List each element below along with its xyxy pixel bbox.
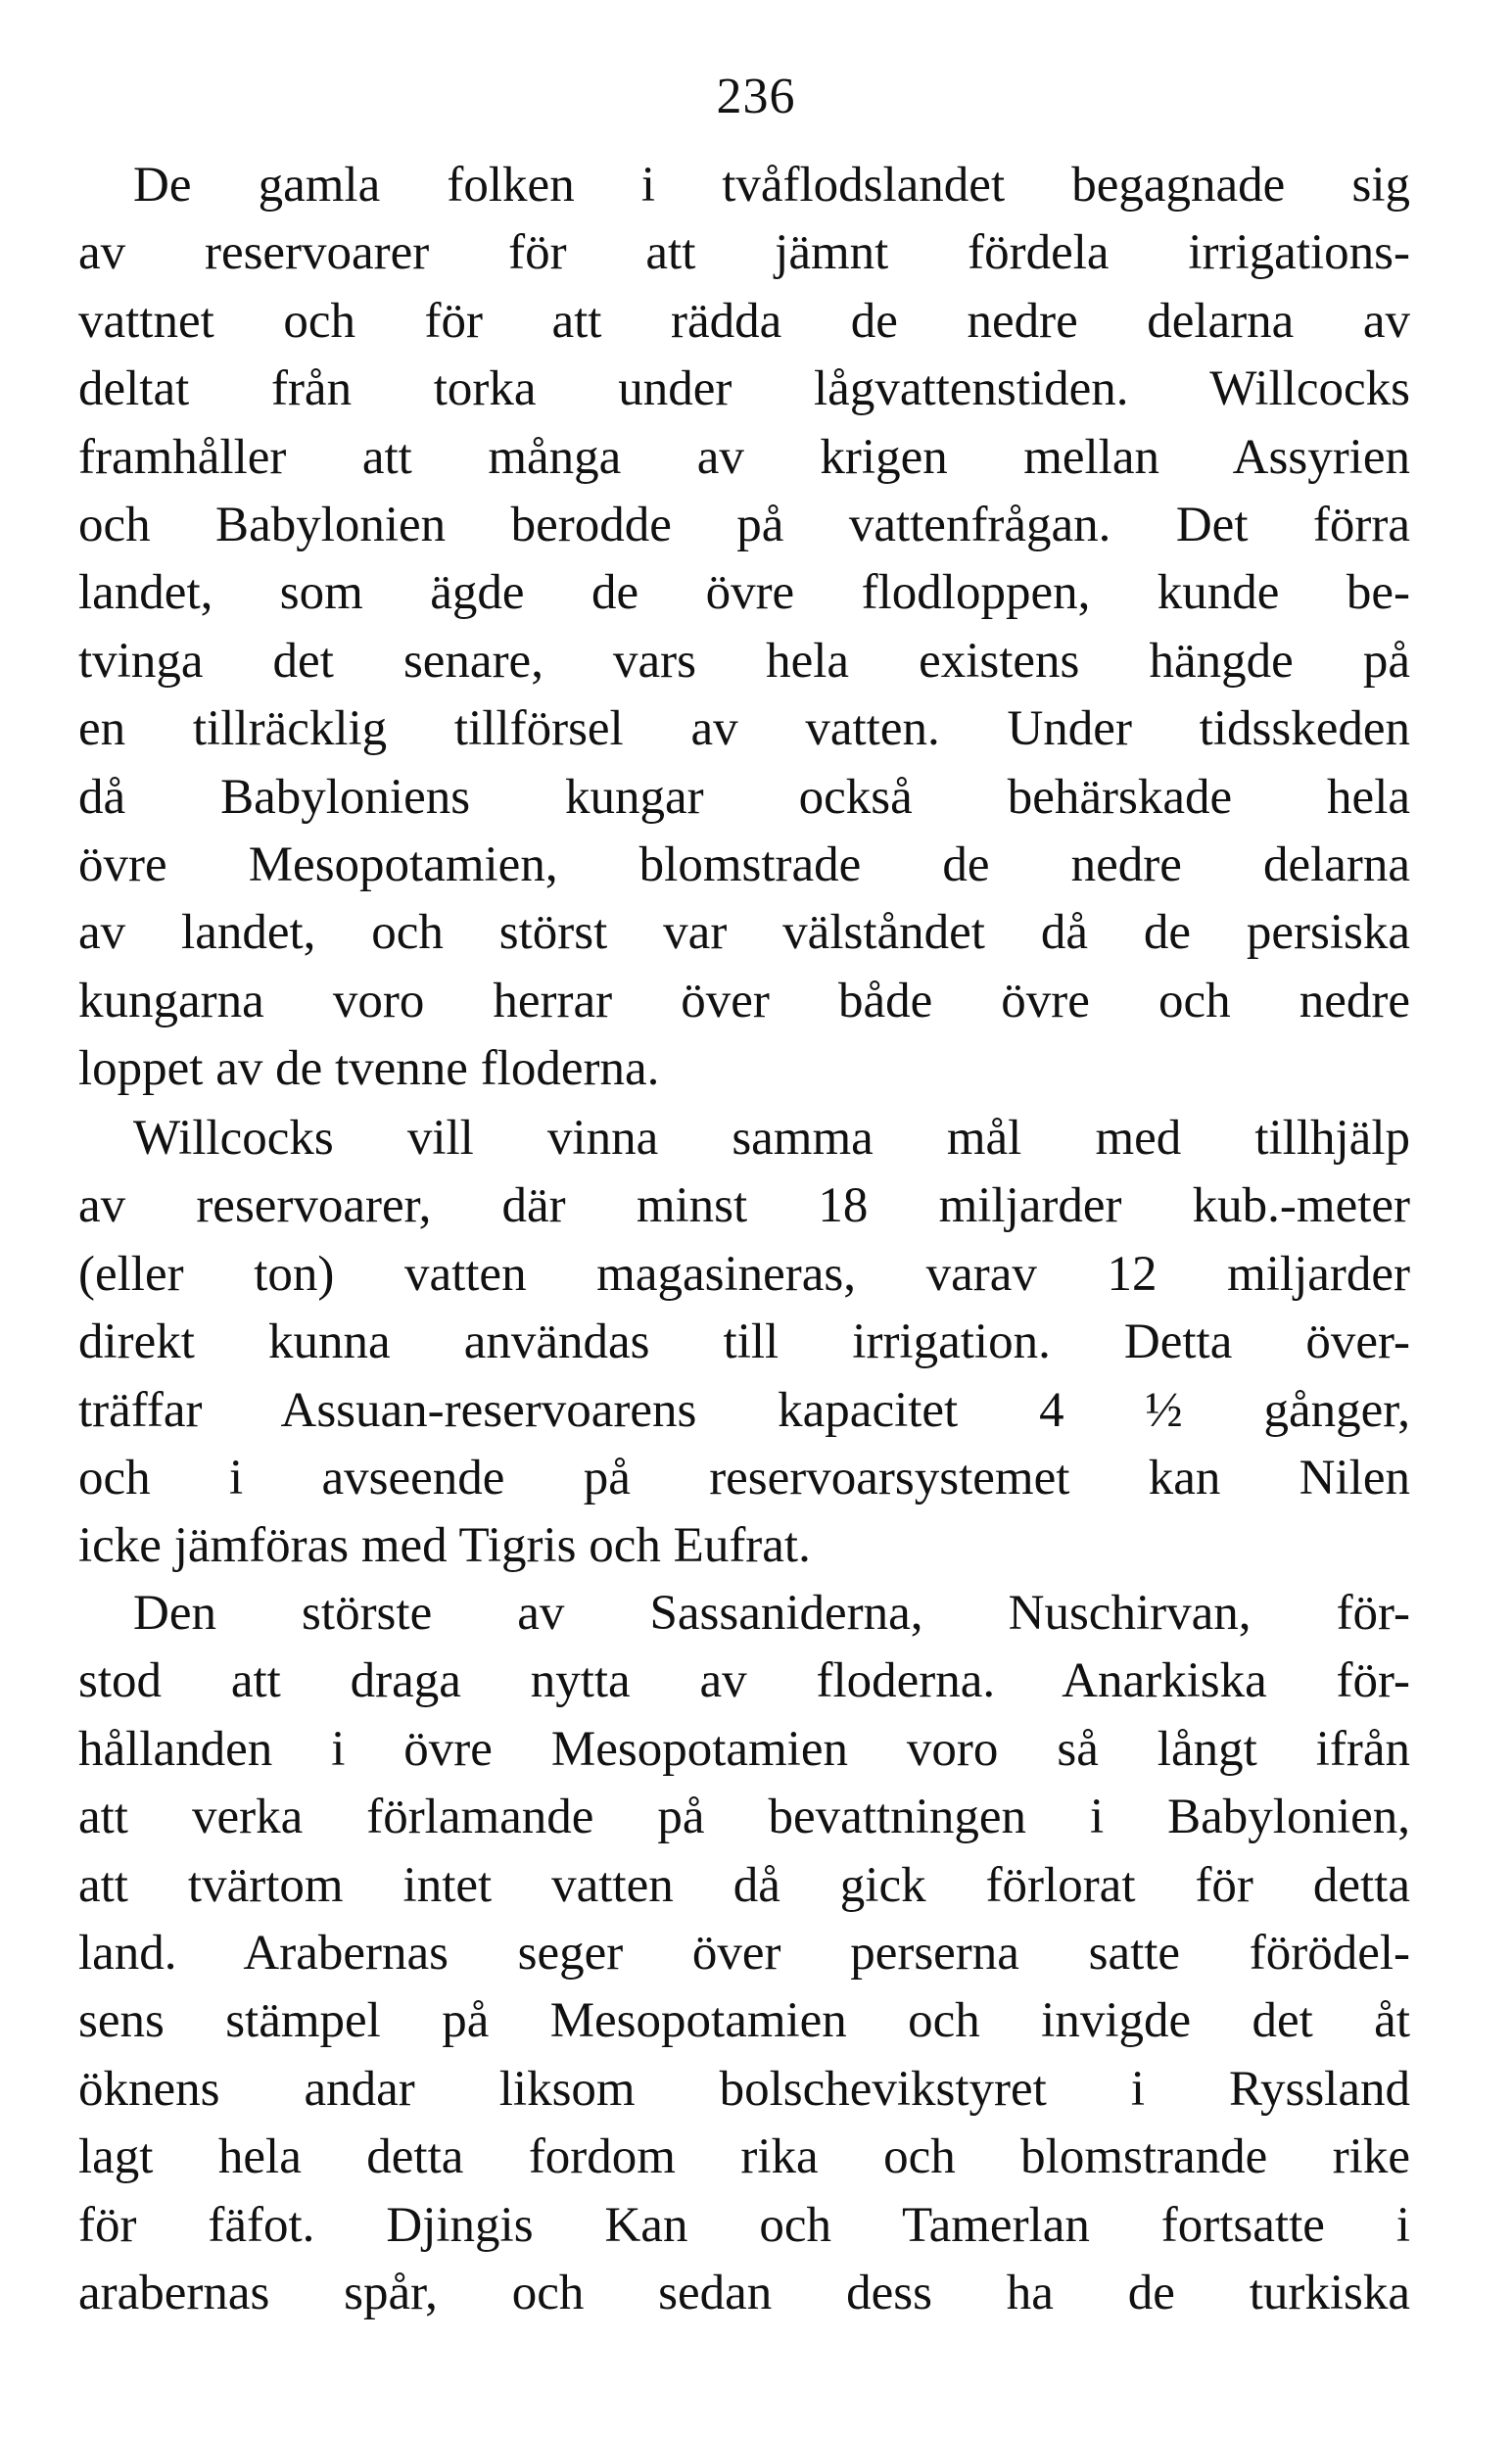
text-line: loppet av de tvenne floderna. (78, 1041, 660, 1097)
text-line: lagt hela detta fordom rika och blomstrande rike (78, 2129, 1410, 2185)
text-line: hållanden i övre Mesopotamien voro så långt ifrån (78, 1721, 1410, 1777)
text-line: deltat från torka under lågvattenstiden. Willcocks (78, 361, 1410, 417)
text-line: en tillräcklig tillförsel av vatten. Under tidsskeden (78, 701, 1410, 757)
paragraph-1 (78, 152, 1410, 1103)
text-line: landet, som ägde de övre flodloppen, kunde be- (78, 565, 1410, 621)
text-line: tvinga det senare, vars hela existens hängde på (78, 633, 1410, 689)
paragraph-2 (78, 1105, 1410, 1581)
text-line: icke jämföras med Tigris och Eufrat. (78, 1518, 811, 1574)
text-line: stod att draga nytta av floderna. Anarkiska för- (78, 1653, 1410, 1709)
text-line: öknens andar liksom bolschevikstyret i Ryssland (78, 2061, 1410, 2117)
text-line: av reservoarer för att jämnt fördela irrigations- (78, 225, 1410, 281)
text-line: och i avseende på reservoarsystemet kan Nilen (78, 1450, 1410, 1505)
text-line: direkt kunna användas till irrigation. Detta över- (78, 1314, 1410, 1370)
text-line: Willcocks vill vinna samma mål med tillhjälp (133, 1111, 1410, 1166)
text-line: av landet, och störst var välståndet då de persiska (78, 905, 1410, 961)
text-line: kungarna voro herrar över både övre och nedre (78, 973, 1410, 1028)
text-line: Den störste av Sassaniderna, Nuschirvan, för- (133, 1586, 1410, 1641)
text-line: då Babyloniens kungar också behärskade hela (78, 769, 1410, 825)
text-line: De gamla folken i tvåflodslandet begagnade sig (133, 158, 1410, 213)
text-line: sens stämpel på Mesopotamien och invigde det åt (78, 1993, 1410, 2049)
text-line: (eller ton) vatten magasineras, varav 12 miljarder (78, 1246, 1410, 1302)
text-line: att tvärtom intet vatten då gick förlorat för detta (78, 1857, 1410, 1913)
text-line: framhåller att många av krigen mellan Assyrien (78, 429, 1410, 485)
paragraph-3 (78, 1580, 1410, 2327)
page-number: 236 (716, 69, 796, 124)
text-line: och Babylonien berodde på vattenfrågan. Det förra (78, 497, 1410, 552)
text-line: av reservoarer, där minst 18 miljarder kub.-meter (78, 1178, 1410, 1234)
text-line: land. Arabernas seger över perserna satte förödel- (78, 1925, 1410, 1981)
text-line: övre Mesopotamien, blomstrade de nedre delarna (78, 836, 1410, 892)
text-line: arabernas spår, och sedan dess ha de turkiska (78, 2265, 1410, 2320)
text-line: vattnet och för att rädda de nedre delarna av (78, 293, 1410, 349)
text-line: att verka förlamande på bevattningen i Babylonien, (78, 1790, 1410, 1845)
text-line: för fäfot. Djingis Kan och Tamerlan fortsatte i (78, 2197, 1410, 2253)
text-line: träffar Assuan-reservoarens kapacitet 4 ½ gånger, (78, 1382, 1410, 1438)
